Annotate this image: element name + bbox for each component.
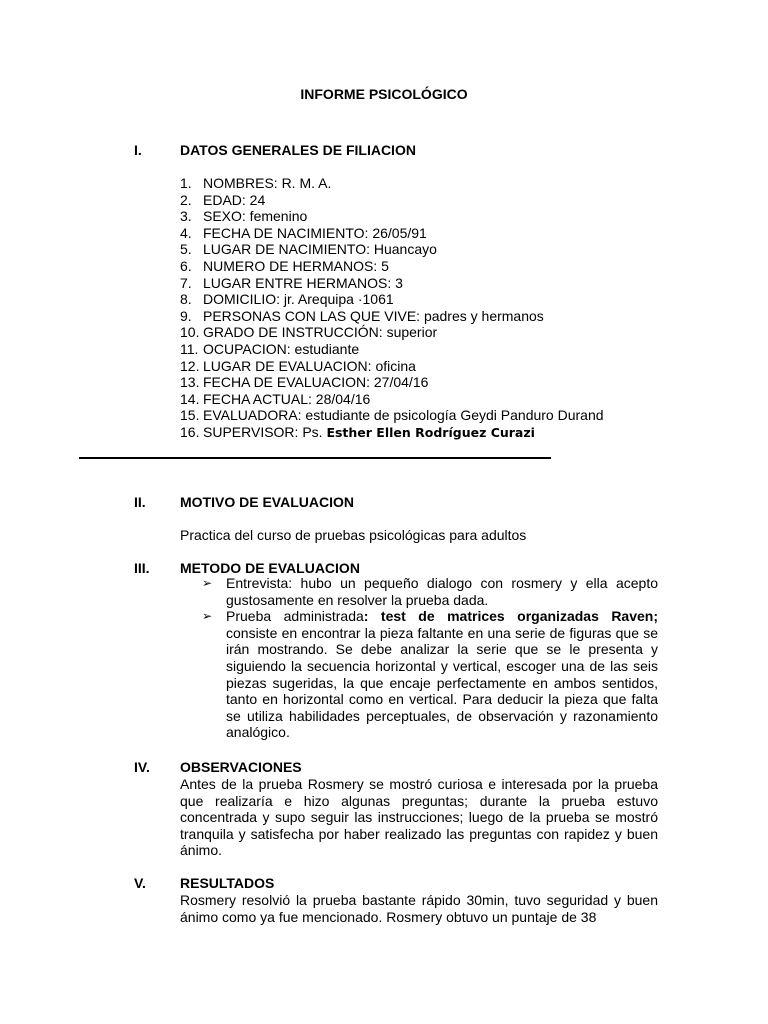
list-item: 6. NUMERO DE HERMANOS: 5 — [180, 257, 389, 274]
list-item: 13. FECHA DE EVALUACION: 27/04/16 — [180, 374, 429, 391]
section-5-number: V. — [134, 875, 146, 891]
list-item: 10. GRADO DE INSTRUCCIÓN: superior — [180, 324, 438, 341]
section-3-number: III. — [134, 560, 150, 576]
list-item: 8. DOMICILIO: jr. Arequipa ·1061 — [180, 291, 394, 308]
list-item — [180, 575, 658, 608]
list-item: 9. PERSONAS CON LAS QUE VIVE: padres y hermanos — [180, 307, 544, 324]
list-item: 15. EVALUADORA: estudiante de psicología Geydi Panduro Durand — [180, 407, 604, 424]
supervisor-label: SUPERVISOR: Ps. — [203, 423, 327, 440]
section-5-text: Rosmery resolvió la prueba bastante rápido 30min, tuvo seguridad y buen ánimo como ya fue mencionado. Rosmery obtuvo un puntaje de 38 — [180, 892, 658, 925]
bullet-prefix: Prueba administrada — [226, 608, 364, 625]
section-divider — [79, 457, 551, 459]
section-2-text: Practica del curso de pruebas psicológicas para adultos — [180, 527, 527, 543]
bullet-text: consiste en encontrar la pieza faltante en una serie de figuras que se irán mostrando. Se debe analizar la serie que se le presenta y siguiendo la secuencia horizontal y vertical, escoger una de las seis piezas sugeridas, la que encaje perfectamente en ambos sentidos, tanto en horizontal como en vertical. Para deducir la pieza que falta se utiliza habilidades perceptuales, de observación y razonamiento analógico. — [226, 624, 658, 741]
section-2-number: II. — [134, 494, 146, 510]
bullet-text: Entrevista: hubo un pequeño dialogo con rosmery y ella acepto gustosamente en resolver la prueba dada. — [226, 575, 658, 608]
supervisor-item: 16. SUPERVISOR: Ps. Esther Ellen Rodríguez Curazi — [180, 423, 535, 440]
list-item: 11. OCUPACION: estudiante — [180, 340, 360, 357]
list-item — [180, 608, 658, 741]
list-item: 5. LUGAR DE NACIMIENTO: Huancayo — [180, 241, 437, 258]
section-1-heading: DATOS GENERALES DE FILIACION — [180, 142, 416, 158]
list-item: 3. SEXO: femenino — [180, 208, 308, 225]
list-item: 14. FECHA ACTUAL: 28/04/16 — [180, 390, 371, 407]
list-item: 1. NOMBRES: R. M. A. — [180, 175, 332, 191]
section-3-heading: METODO DE EVALUACION — [180, 560, 360, 576]
document-title: INFORME PSICOLÓGICO — [300, 86, 468, 102]
section-1-number: I. — [134, 142, 142, 158]
section-4-heading: OBSERVACIONES — [180, 759, 302, 775]
list-item: 2. EDAD: 24 — [180, 191, 266, 208]
section-5-heading: RESULTADOS — [180, 875, 275, 891]
supervisor-name: Esther Ellen Rodríguez Curazi — [326, 424, 535, 440]
filiation-list — [180, 175, 604, 441]
list-item: 7. LUGAR ENTRE HERMANOS: 3 — [180, 274, 403, 291]
test-name: : test de matrices organizadas Raven; — [363, 608, 659, 625]
arrow-bullet-icon: ➢ — [202, 609, 213, 624]
section-2-heading: MOTIVO DE EVALUACION — [180, 494, 354, 510]
method-list — [180, 575, 658, 741]
arrow-bullet-icon: ➢ — [202, 576, 213, 590]
section-4-number: IV. — [134, 759, 150, 775]
section-4-text: Antes de la prueba Rosmery se mostró curiosa e interesada por la prueba que realizaría e hizo algunas preguntas; durante la prueba estuvo concentrada y supo seguir las instrucciones; luego de la prueba se mostró tranquila y satisfecha por haber realizado las preguntas con rapidez y buen ánimo. — [180, 776, 658, 859]
list-item: 4. FECHA DE NACIMIENTO: 26/05/91 — [180, 224, 427, 241]
list-item: 12. LUGAR DE EVALUACION: oficina — [180, 357, 416, 374]
